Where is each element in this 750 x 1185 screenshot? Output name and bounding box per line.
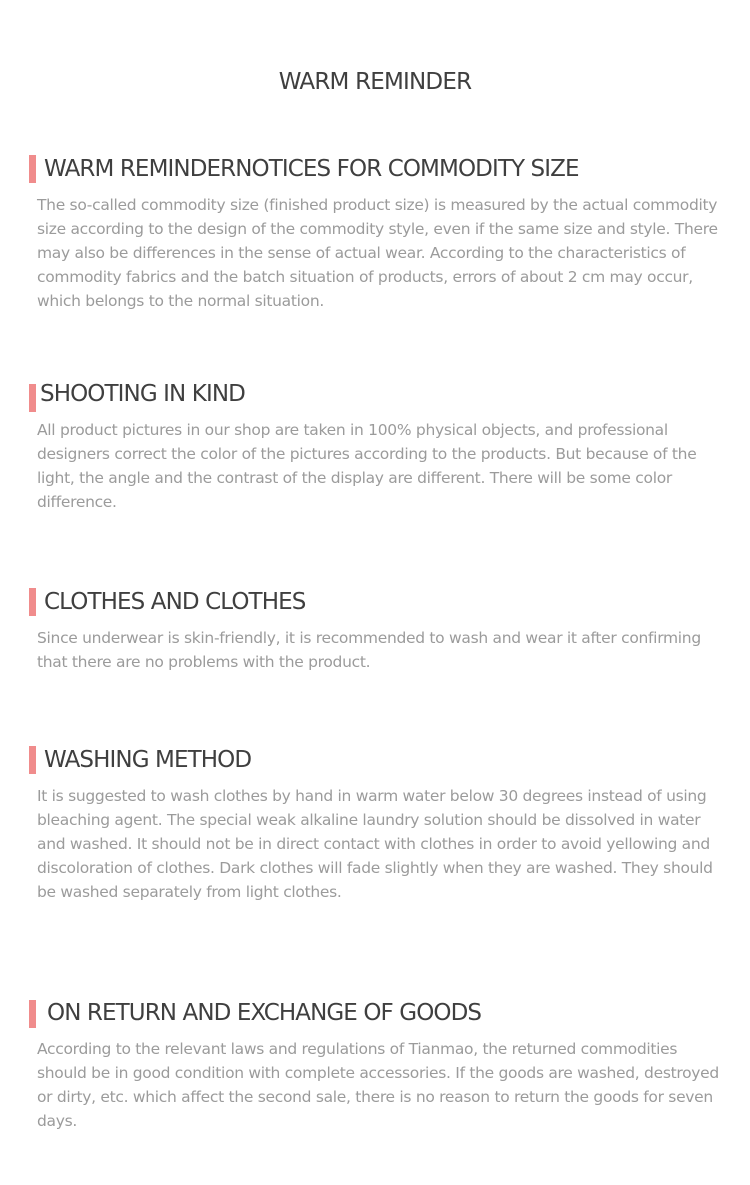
section-body: It is suggested to wash clothes by hand in warm water below 30 degrees instead of using bleaching agent. The special weak alkaline laundry solution should be dissolved in water and washed. It should not be in direct contact with clothes in order to avoid yellowing and discoloration of clothes. Dark clothes will fade slightly when they are washed. They should be washed separately from light clothes.: [37, 787, 713, 901]
section-body: All product pictures in our shop are taken in 100% physical objects, and professional designers correct the color of the pictures according to the products. But because of the light, the angle and the contrast of the display are different. There will be some color difference.: [37, 421, 697, 511]
section-heading: SHOOTING IN KIND: [40, 381, 245, 407]
section-heading: ON RETURN AND EXCHANGE OF GOODS: [47, 1000, 482, 1026]
section-body: The so-called commodity size (finished product size) is measured by the actual commodity size according to the design of the commodity style, even if the same size and style. There may also be differences in the sense of actual wear. According to the characteristics of commodity fabrics and the batch situation of products, errors of about 2 cm may occur, which belongs to the normal situation.: [37, 196, 718, 310]
section-body: Since underwear is skin-friendly, it is recommended to wash and wear it after confirming that there are no problems with the product.: [37, 629, 701, 671]
section-accent-bar: [29, 384, 36, 412]
section-heading: WARM REMINDERNOTICES FOR COMMODITY SIZE: [44, 156, 579, 182]
section-body: According to the relevant laws and regulations of Tianmao, the returned commodities should be in good condition with complete accessories. If the goods are washed, destroyed or dirty, etc. which affect the second sale, there is no reason to return the goods for seven days.: [37, 1040, 719, 1130]
page-title: WARM REMINDER: [278, 69, 472, 95]
section-heading: WASHING METHOD: [44, 747, 252, 773]
section-accent-bar: [29, 746, 36, 774]
section-accent-bar: [29, 1000, 36, 1028]
section-accent-bar: [29, 588, 36, 616]
section-heading: CLOTHES AND CLOTHES: [44, 589, 306, 615]
section-accent-bar: [29, 155, 36, 183]
